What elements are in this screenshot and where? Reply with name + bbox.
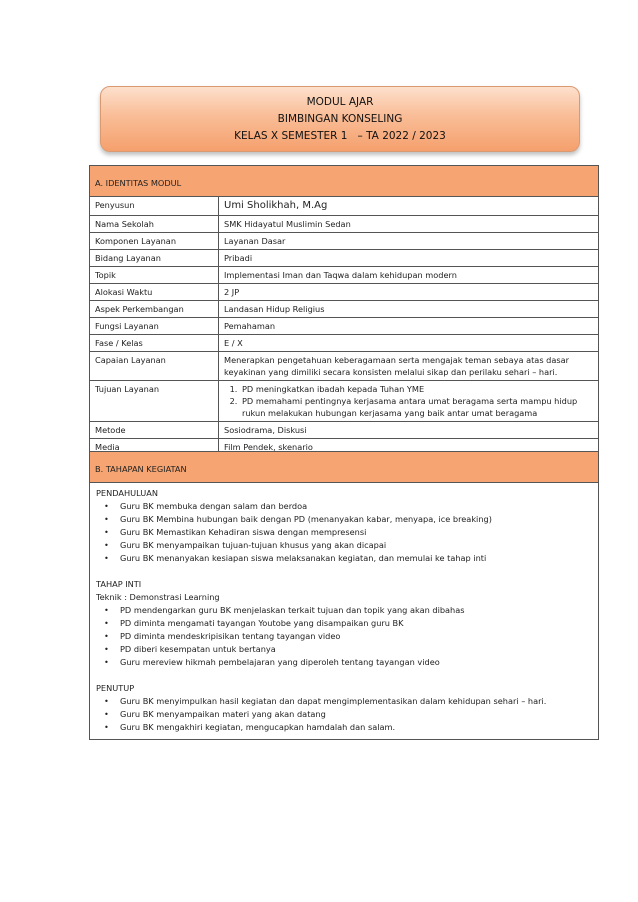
document-title-box (100, 86, 580, 152)
row-value: Sosiodrama, Diskusi (219, 422, 599, 439)
table-row (90, 318, 599, 335)
row-label: Fase / Kelas (90, 335, 219, 352)
row-label: Capaian Layanan (90, 352, 219, 381)
row-label: Topik (90, 267, 219, 284)
row-label: Penyusun (90, 197, 219, 216)
title-line-1: MODUL AJAR (306, 96, 374, 108)
row-value: Pribadi (219, 250, 599, 267)
row-label: Tujuan Layanan (90, 381, 219, 422)
row-value: Layanan Dasar (219, 233, 599, 250)
table-row (90, 335, 599, 352)
row-label: Bidang Layanan (90, 250, 219, 267)
table-row (90, 352, 599, 381)
tujuan-list (224, 383, 593, 419)
list-item: 2. PD memahami pentingnya kerjasama antara umat beragama serta mampu hidup rukun melakukan hubungan kerjasama yang baik antar umat beragama (240, 395, 593, 419)
row-label: Alokasi Waktu (90, 284, 219, 301)
table-row (90, 301, 599, 318)
row-value: Pemahaman (219, 318, 599, 335)
list-item: • PD mendengarkan guru BK menjelaskan terkait tujuan dan topik yang akan dibahas (120, 604, 592, 617)
row-value: SMK Hidayatul Muslimin Sedan (219, 216, 599, 233)
list-item: • Guru mereview hikmah pembelajaran yang diperoleh tentang tayangan video (120, 656, 592, 669)
row-value (219, 381, 599, 422)
table-row (90, 250, 599, 267)
row-label: Nama Sekolah (90, 216, 219, 233)
tahapan-table (89, 451, 599, 740)
table-row (90, 216, 599, 233)
list-item: • Guru BK menyampaikan materi yang akan datang (120, 708, 592, 721)
row-label: Aspek Perkembangan (90, 301, 219, 318)
table-row (90, 284, 599, 301)
list-item: • Guru BK menanyakan kesiapan siswa melaksanakan kegiatan, dan memulai ke tahap inti (120, 552, 592, 565)
list-item: • Guru BK Memastikan Kehadiran siswa dengan mempresensi (120, 526, 592, 539)
list-item: • Guru BK Membina hubungan baik dengan PD (menanyakan kabar, menyapa, ice breaking) (120, 513, 592, 526)
row-label: Media (90, 439, 219, 456)
list-item: • PD diberi kesempatan untuk bertanya (120, 643, 592, 656)
table-row (90, 381, 599, 422)
list-item: • PD diminta mendeskripisikan tentang tayangan video (120, 630, 592, 643)
identitas-header: A. IDENTITAS MODUL (90, 166, 599, 197)
table-row (90, 197, 599, 216)
table-row (90, 233, 599, 250)
table-row (90, 422, 599, 439)
row-value: E / X (219, 335, 599, 352)
row-value: Landasan Hidup Religius (219, 301, 599, 318)
row-value: 2 JP (219, 284, 599, 301)
title-line-2: BIMBINGAN KONSELING (277, 113, 403, 125)
list-item: • Guru BK menyampaikan tujuan-tujuan khusus yang akan dicapai (120, 539, 592, 552)
list-item: • Guru BK mengakhiri kegiatan, mengucapkan hamdalah dan salam. (120, 721, 592, 734)
penutup-list (96, 695, 592, 734)
list-item: 1. PD meningkatkan ibadah kepada Tuhan YME (240, 383, 593, 395)
list-item: • Guru BK menyimpulkan hasil kegiatan dan dapat mengimplementasikan dalam kehidupan sehari – hari. (120, 695, 592, 708)
row-value: Menerapkan pengetahuan keberagamaan serta mengajak teman sebaya atas dasar keyakinan yang dimiliki secara konsisten melalui sikap dan perilaku sehari – hari. (219, 352, 599, 381)
inti-subtitle: Teknik : Demonstrasi Learning (96, 592, 220, 602)
row-value: Film Pendek, skenario (219, 439, 599, 456)
row-label: Fungsi Layanan (90, 318, 219, 335)
title-line-3: KELAS X SEMESTER 1 – TA 2022 / 2023 (234, 130, 446, 142)
row-label: Komponen Layanan (90, 233, 219, 250)
list-item: • Guru BK membuka dengan salam dan berdoa (120, 500, 592, 513)
tahapan-body (90, 483, 599, 740)
row-value: Implementasi Iman dan Taqwa dalam kehidupan modern (219, 267, 599, 284)
penutup-title: PENUTUP (96, 683, 135, 693)
tahapan-header: B. TAHAPAN KEGIATAN (90, 452, 599, 483)
list-item: • PD diminta mengamati tayangan Youtobe yang disampaikan guru BK (120, 617, 592, 630)
table-row (90, 267, 599, 284)
row-value: Umi Sholikhah, M.Ag (219, 197, 599, 216)
inti-list (96, 604, 592, 669)
pendahuluan-title: PENDAHULUAN (96, 488, 159, 498)
pendahuluan-list (96, 500, 592, 565)
row-label: Metode (90, 422, 219, 439)
inti-title: TAHAP INTI (96, 579, 142, 589)
identitas-table (89, 165, 599, 456)
